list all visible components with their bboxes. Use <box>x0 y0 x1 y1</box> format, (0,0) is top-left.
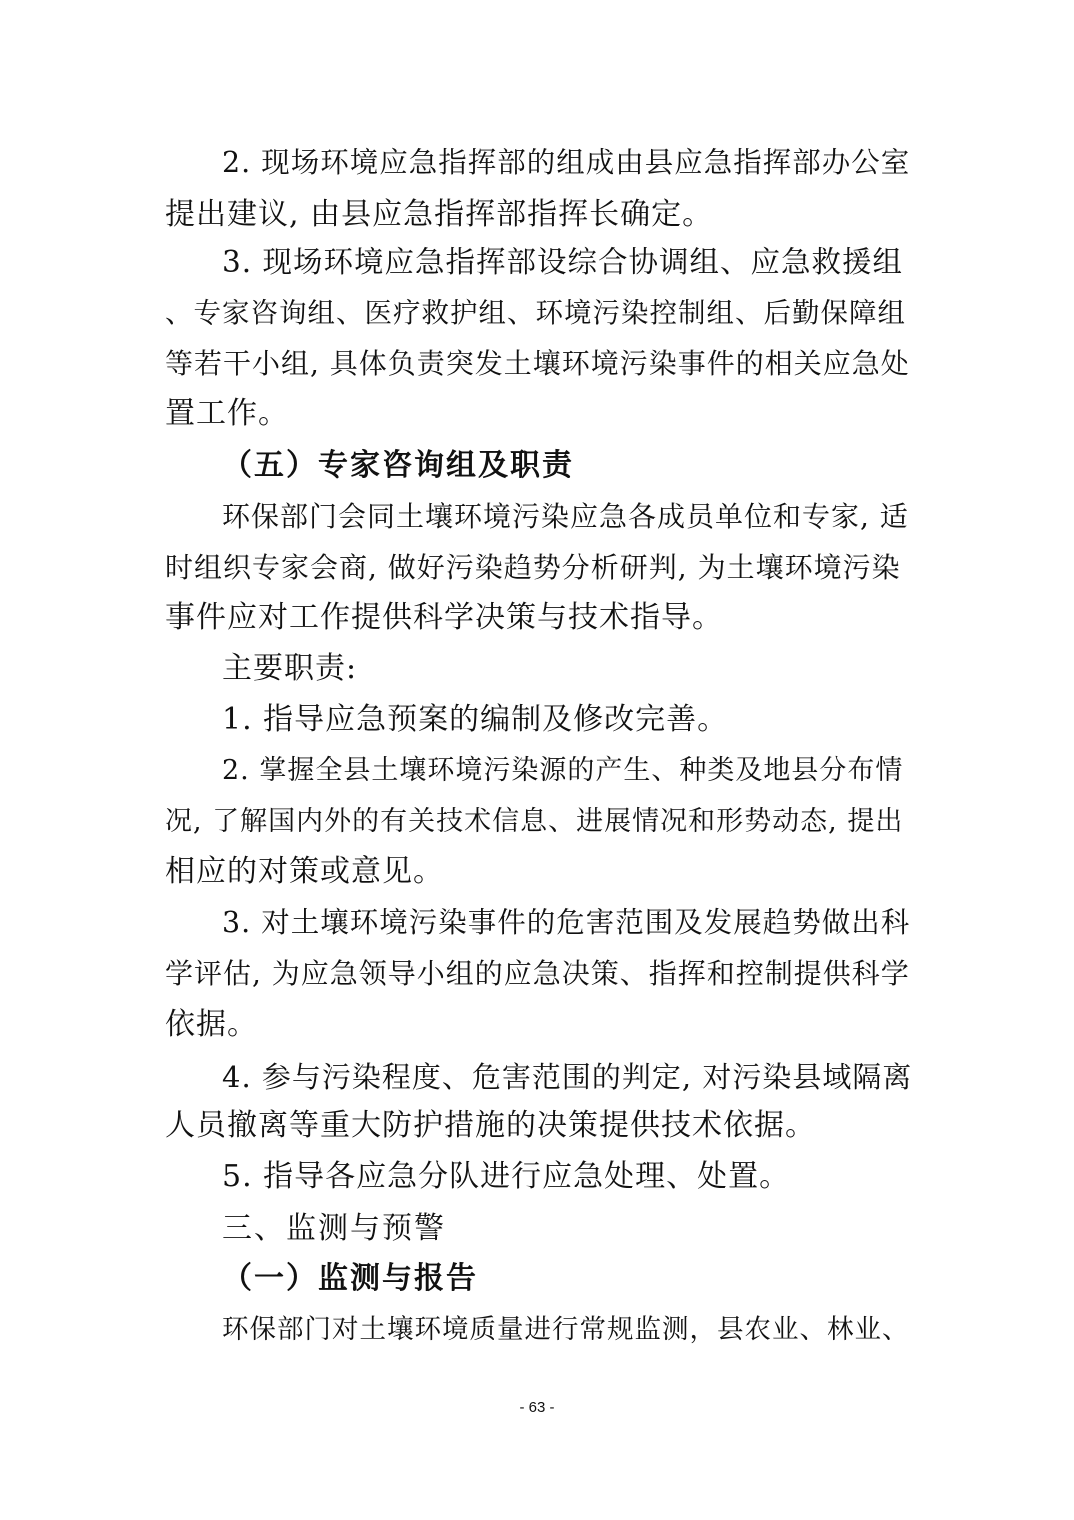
paragraph-line: 环保部门会同土壤环境污染应急各成员单位和专家, 适 <box>222 500 909 533</box>
paragraph-line: 事件应对工作提供科学决策与技术指导。 <box>165 600 723 635</box>
list-item: 4. 参与污染程度、危害范围的判定, 对污染县域隔离 <box>222 1060 913 1094</box>
list-item: 2. 掌握全县土壤环境污染源的产生、种类及地县分布情 <box>222 755 904 786</box>
paragraph-line: 主要职责: <box>222 651 358 686</box>
section-heading: （五）专家咨询组及职责 <box>222 448 574 483</box>
list-item: 3. 对土壤环境污染事件的危害范围及发展趋势做出科 <box>222 906 911 939</box>
paragraph-line: 时组织专家会商, 做好污染趋势分析研判, 为土壤环境污染 <box>165 551 901 584</box>
list-item: 1. 指导应急预案的编制及修改完善。 <box>222 702 729 737</box>
list-item: 5. 指导各应急分队进行应急处理、处置。 <box>222 1159 791 1194</box>
page-number: - 63 - <box>519 1399 555 1416</box>
paragraph-line: 等若干小组, 具体负责突发土壤环境污染事件的相关应急处 <box>165 347 910 380</box>
paragraph-line: 况, 了解国内外的有关技术信息、进展情况和形势动态, 提出 <box>165 806 904 837</box>
paragraph-line: 3. 现场环境应急指挥部设综合协调组、应急救援组 <box>222 245 904 279</box>
paragraph-line: 相应的对策或意见。 <box>165 854 444 889</box>
paragraph-line: 依据。 <box>165 1007 258 1042</box>
paragraph-line: 置工作。 <box>165 396 289 431</box>
paragraph-line: 学评估, 为应急领导小组的应急决策、指挥和控制提供科学 <box>165 957 910 990</box>
paragraph-line: 2. 现场环境应急指挥部的组成由县应急指挥部办公室 <box>222 146 911 179</box>
section-heading: （一）监测与报告 <box>222 1261 478 1296</box>
chapter-heading: 三、监测与预警 <box>222 1211 446 1246</box>
paragraph-line: 、专家咨询组、医疗救护组、环境污染控制组、后勤保障组 <box>165 297 906 329</box>
paragraph-line: 环保部门对土壤环境质量进行常规监测，县农业、林业、 <box>222 1314 910 1345</box>
paragraph-line: 提出建议, 由县应急指挥部指挥长确定。 <box>165 197 714 232</box>
paragraph-line: 人员撤离等重大防护措施的决策提供技术依据。 <box>165 1108 816 1143</box>
